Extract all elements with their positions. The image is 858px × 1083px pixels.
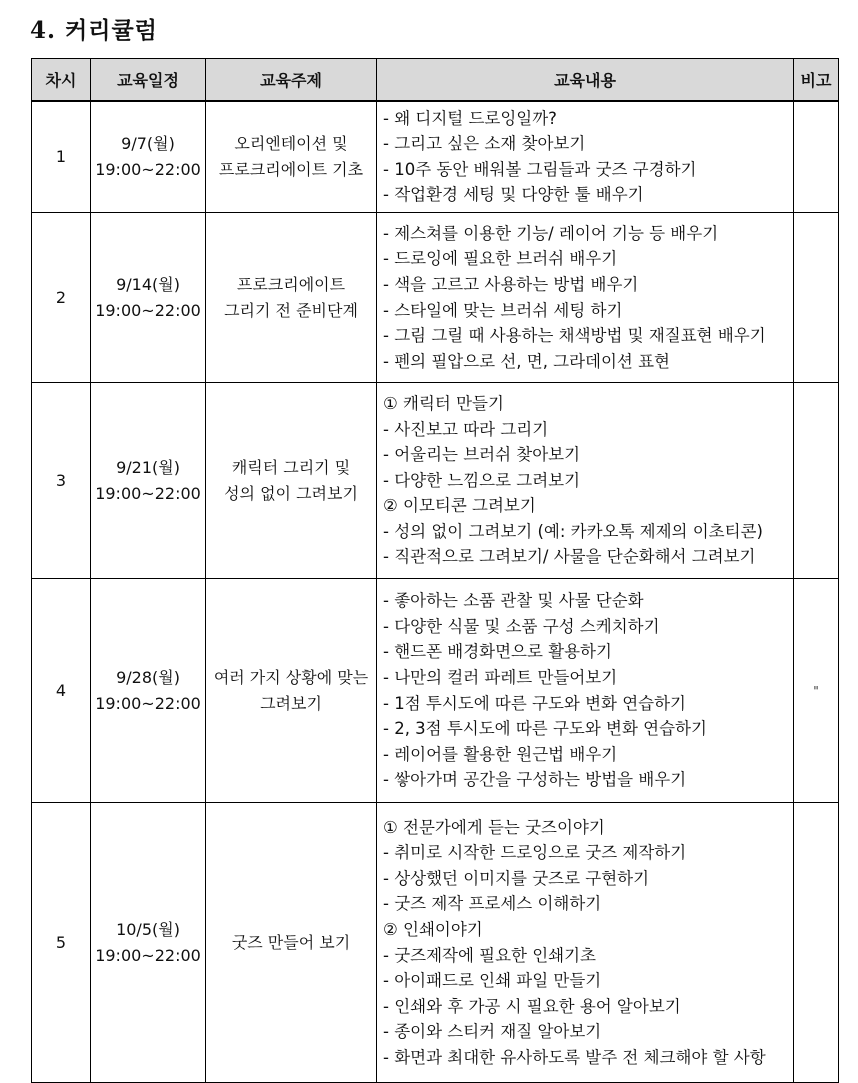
note-cell — [794, 803, 839, 1083]
schedule-date: 10/5(월) — [116, 919, 180, 939]
content-line: - 10주 동안 배워볼 그림들과 굿즈 구경하기 — [383, 159, 697, 179]
schedule-date: 9/21(월) — [116, 457, 180, 477]
note-cell: " — [794, 579, 839, 803]
topic-line: 캐릭터 그리기 및 — [231, 457, 351, 477]
schedule-cell — [91, 803, 206, 1083]
schedule-time: 19:00~22:00 — [95, 945, 201, 965]
content-line: - 드로잉에 필요한 브러쉬 배우기 — [383, 249, 618, 269]
content-line: ② 이모티콘 그려보기 — [383, 496, 536, 516]
content-line: - 성의 없이 그려보기 (예: 카카오톡 제제의 이초티콘) — [383, 521, 763, 541]
header-note: 비고 — [794, 59, 839, 101]
header-schedule: 교육일정 — [91, 59, 206, 101]
schedule-time: 19:00~22:00 — [95, 300, 201, 320]
content-line: - 굿즈 제작 프로세스 이해하기 — [383, 894, 602, 914]
content-line: - 작업환경 세팅 및 다양한 툴 배우기 — [383, 185, 644, 205]
content-line: - 다양한 식물 및 소품 구성 스케치하기 — [383, 616, 660, 636]
header-session: 차시 — [32, 59, 91, 101]
session-number: 2 — [32, 213, 91, 383]
topic-cell — [206, 383, 377, 579]
content-cell — [377, 101, 794, 213]
content-line: - 좋아하는 소품 관찰 및 사물 단순화 — [383, 591, 644, 611]
content-line: ① 캐릭터 만들기 — [383, 393, 504, 413]
topic-line: 여러 가지 상황에 맞는 — [213, 667, 369, 687]
schedule-date: 9/28(월) — [116, 667, 180, 687]
content-cell — [377, 383, 794, 579]
header-row — [32, 59, 839, 101]
schedule-time: 19:00~22:00 — [95, 693, 201, 713]
header-topic: 교육주제 — [206, 59, 377, 101]
schedule-time: 19:00~22:00 — [95, 159, 201, 179]
topic-cell — [206, 101, 377, 213]
content-line: ① 전문가에게 듣는 굿즈이야기 — [383, 817, 605, 837]
note-cell — [794, 383, 839, 579]
topic-line: 성의 없이 그려보기 — [224, 483, 358, 503]
topic-line: 그려보기 — [260, 693, 322, 713]
content-line: - 굿즈제작에 필요한 인쇄기초 — [383, 945, 596, 965]
content-line: - 사진보고 따라 그리기 — [383, 419, 549, 439]
content-line: - 제스쳐를 이용한 기능/ 레이어 기능 등 배우기 — [383, 223, 719, 243]
curriculum-table — [31, 58, 839, 1083]
content-line: - 직관적으로 그려보기/ 사물을 단순화해서 그려보기 — [383, 547, 756, 567]
session-number: 3 — [32, 383, 91, 579]
content-line: - 아이패드로 인쇄 파일 만들기 — [383, 971, 602, 991]
topic-cell — [206, 803, 377, 1083]
content-line: ② 인쇄이야기 — [383, 919, 483, 939]
schedule-cell — [91, 101, 206, 213]
table-row — [32, 213, 839, 383]
note-cell — [794, 213, 839, 383]
content-line: - 왜 디지털 드로잉일까? — [383, 108, 557, 128]
content-line: - 핸드폰 배경화면으로 활용하기 — [383, 642, 612, 662]
schedule-cell — [91, 383, 206, 579]
schedule-cell — [91, 579, 206, 803]
schedule-date: 9/14(월) — [116, 274, 180, 294]
content-line: - 색을 고르고 사용하는 방법 배우기 — [383, 274, 639, 294]
topic-line: 프로크리에이트 기초 — [218, 159, 364, 179]
content-line: - 화면과 최대한 유사하도록 발주 전 체크해야 할 사항 — [383, 1047, 766, 1067]
note-cell — [794, 101, 839, 213]
topic-line: 오리엔테이션 및 — [234, 133, 348, 153]
table-row — [32, 579, 839, 803]
content-line: - 종이와 스티커 재질 알아보기 — [383, 1022, 602, 1042]
topic-cell — [206, 213, 377, 383]
content-line: - 쌓아가며 공간을 구성하는 방법을 배우기 — [383, 770, 687, 790]
content-line: - 그림 그릴 때 사용하는 채색방법 및 재질표현 배우기 — [383, 326, 766, 346]
content-line: - 어울리는 브러쉬 찾아보기 — [383, 445, 581, 465]
content-line: - 인쇄와 후 가공 시 필요한 용어 알아보기 — [383, 996, 681, 1016]
schedule-cell — [91, 213, 206, 383]
content-line: - 다양한 느낌으로 그려보기 — [383, 470, 581, 490]
content-line: - 나만의 컬러 파레트 만들어보기 — [383, 667, 618, 687]
content-cell — [377, 213, 794, 383]
schedule-date: 9/7(월) — [121, 133, 175, 153]
table-row — [32, 101, 839, 213]
topic-line: 프로크리에이트 — [236, 274, 346, 294]
content-line: - 1점 투시도에 따른 구도와 변화 연습하기 — [383, 693, 686, 713]
content-cell — [377, 579, 794, 803]
content-line: - 스타일에 맞는 브러쉬 세팅 하기 — [383, 300, 623, 320]
content-line: - 그리고 싶은 소재 찾아보기 — [383, 134, 586, 154]
topic-cell — [206, 579, 377, 803]
content-line: - 2, 3점 투시도에 따른 구도와 변화 연습하기 — [383, 719, 707, 739]
content-line: - 레이어를 활용한 원근법 배우기 — [383, 744, 618, 764]
session-number: 4 — [32, 579, 91, 803]
header-content: 교육내용 — [377, 59, 794, 101]
content-line: - 취미로 시작한 드로잉으로 굿즈 제작하기 — [383, 843, 687, 863]
table-row — [32, 383, 839, 579]
content-line: - 펜의 필압으로 선, 면, 그라데이션 표현 — [383, 351, 670, 371]
topic-line: 그리기 전 준비단계 — [224, 300, 358, 320]
table-row — [32, 803, 839, 1083]
content-cell — [377, 803, 794, 1083]
schedule-time: 19:00~22:00 — [95, 483, 201, 503]
session-number: 5 — [32, 803, 91, 1083]
topic-line: 굿즈 만들어 보기 — [231, 932, 351, 952]
section-title: 4. 커리큘럼 — [30, 17, 158, 44]
session-number: 1 — [32, 101, 91, 213]
content-line: - 상상했던 이미지를 굿즈로 구현하기 — [383, 868, 650, 888]
